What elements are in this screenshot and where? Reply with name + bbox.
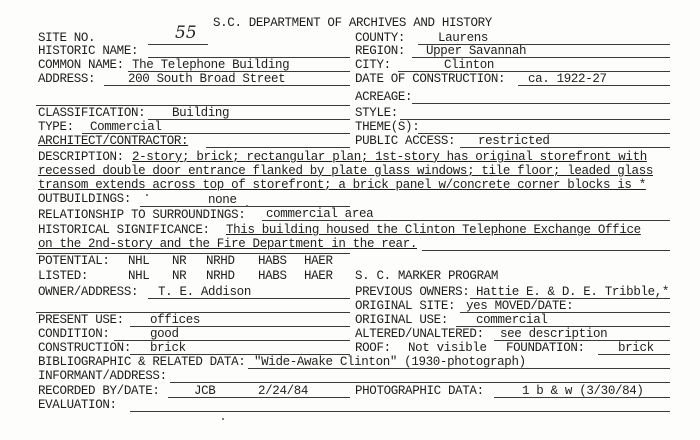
significance-label: HISTORICAL SIGNIFICANCE: (38, 223, 210, 237)
public-access-value: restricted (478, 134, 550, 148)
recorded-by-value: JCB (194, 384, 216, 398)
informant-label: INFORMANT/ADDRESS: (38, 369, 167, 383)
date-label: DATE OF CONSTRUCTION: (355, 72, 506, 86)
prev-owners-label: PREVIOUS OWNERS: (355, 285, 470, 299)
listed-haer: HAER (304, 269, 333, 283)
architect-rule (206, 147, 350, 148)
significance-rule (422, 250, 670, 251)
date-value: ca. 1922-27 (528, 72, 607, 86)
prev-owners-value: Hattie E. & D. E. Tribble,* (476, 285, 670, 299)
recorded-rule (168, 397, 350, 398)
architect-label: ARCHITECT/CONTRACTOR: (38, 134, 189, 148)
site-no-label: SITE NO. (38, 31, 96, 45)
relationship-label: RELATIONSHIP TO SURROUNDINGS: (38, 208, 246, 222)
theme-label: THEME(S): (355, 120, 420, 134)
relationship-value: commercial area (266, 207, 374, 221)
style-label: STYLE: (355, 106, 398, 120)
address-value: 200 South Broad Street (128, 72, 286, 86)
region-value: Upper Savannah (426, 44, 527, 58)
biblio-value: "Wide-Awake Clinton" (1930-photograph) (254, 355, 526, 369)
potential-label: POTENTIAL: (38, 254, 110, 268)
description-line-3: transom extends across top of storefront; a brick panel w/concrete corner blocks is * (38, 178, 646, 192)
type-value: Commercial (90, 120, 162, 134)
roof-label: ROOF: (355, 341, 391, 355)
biblio-label: BIBLIOGRAPHIC & RELATED DATA: (38, 355, 246, 369)
outbuildings-value: none (208, 193, 237, 207)
classification-label: CLASSIFICATION: (38, 106, 146, 120)
address-rule (104, 85, 350, 86)
marker-program-label: S. C. MARKER PROGRAM (355, 269, 499, 283)
photo-rule (494, 397, 670, 398)
scan-speck (222, 418, 224, 420)
owner-rule (148, 298, 350, 299)
orig-site-value: yes MOVED/DATE: (466, 299, 574, 313)
condition-label: CONDITION: (38, 327, 110, 341)
type-label: TYPE: (38, 120, 74, 134)
scan-speck (146, 194, 148, 196)
public-access-rule (460, 147, 670, 148)
significance-line-1: This building housed the Clinton Telephone Exchange Office (226, 223, 641, 237)
potential-haer: HAER (304, 254, 333, 268)
listed-nhl: NHL (128, 269, 150, 283)
listed-habs: HABS (258, 269, 287, 283)
foundation-rule (598, 354, 670, 355)
foundation-value: brick (618, 341, 654, 355)
construction-value: brick (150, 341, 186, 355)
common-name-value: The Telephone Building (132, 58, 290, 72)
present-use-label: PRESENT USE: (38, 313, 124, 327)
potential-nhl: NHL (128, 254, 150, 268)
description-line-2: recessed double door entrance flanked by plate glass windows; tile floor; leaded glass (38, 164, 654, 178)
scan-speck (246, 205, 248, 207)
city-label: CITY: (355, 58, 391, 72)
site-no-value: 55 (175, 23, 197, 43)
owner-label: OWNER/ADDRESS: (38, 285, 139, 299)
description-line-1: 2-story; brick; rectangular plan; 1st-story has original storefront with (132, 150, 647, 164)
style-rule (400, 119, 670, 120)
recorded-label: RECORDED BY/DATE: (38, 384, 160, 398)
present-use-value: offices (150, 313, 201, 327)
relationship-rule (262, 220, 670, 221)
date-rule (518, 85, 670, 86)
address-label: ADDRESS: (38, 72, 96, 86)
public-access-label: PUBLIC ACCESS: (355, 134, 456, 148)
listed-label: LISTED: (38, 269, 89, 283)
site-no-rule (148, 44, 208, 45)
classification-rule (36, 105, 350, 106)
owner-value: T. E. Addison (158, 285, 251, 299)
condition-value: good (150, 327, 179, 341)
classification-value: Building (172, 106, 230, 120)
acreage-rule (412, 103, 670, 104)
common-name-label: COMMON NAME: (38, 58, 124, 72)
city-value: Clinton (444, 58, 495, 72)
foundation-label: FOUNDATION: (506, 341, 585, 355)
photo-label: PHOTOGRAPHIC DATA: (355, 384, 484, 398)
historic-name-label: HISTORIC NAME: (38, 44, 139, 58)
potential-nr: NR (172, 254, 187, 268)
description-label: DESCRIPTION: (38, 150, 124, 164)
county-label: COUNTY: (355, 31, 406, 45)
evaluation-rule (130, 411, 670, 412)
altered-label: ALTERED/UNALTERED: (355, 327, 484, 341)
acreage-label: ACREAGE: (355, 90, 413, 104)
potential-rule (36, 253, 350, 254)
original-use-value: commercial (476, 313, 548, 327)
photo-value: 1 b & w (3/30/84) (522, 384, 644, 398)
classification-underline (148, 119, 350, 120)
potential-nrhd: NRHD (206, 254, 235, 268)
listed-nrhd: NRHD (206, 269, 235, 283)
significance-line-2: on the 2nd-story and the Fire Department in the rear. (38, 237, 418, 251)
construction-label: CONSTRUCTION: (38, 341, 131, 355)
listed-nr: NR (172, 269, 187, 283)
county-value: Laurens (438, 31, 489, 45)
informant-rule (170, 382, 670, 383)
potential-habs: HABS (258, 254, 287, 268)
orig-site-label: ORIGINAL SITE: (355, 299, 456, 313)
recorded-date-value: 2/24/84 (258, 384, 309, 398)
outbuildings-label: OUTBUILDINGS: (38, 192, 131, 206)
original-use-label: ORIGINAL USE: (355, 313, 448, 327)
region-label: REGION: (355, 44, 406, 58)
evaluation-label: EVALUATION: (38, 398, 117, 412)
form-title: S.C. DEPARTMENT OF ARCHIVES AND HISTORY (213, 16, 492, 30)
roof-value: Not visible (408, 341, 487, 355)
altered-value: see description (500, 327, 608, 341)
biblio-rule (248, 368, 670, 369)
